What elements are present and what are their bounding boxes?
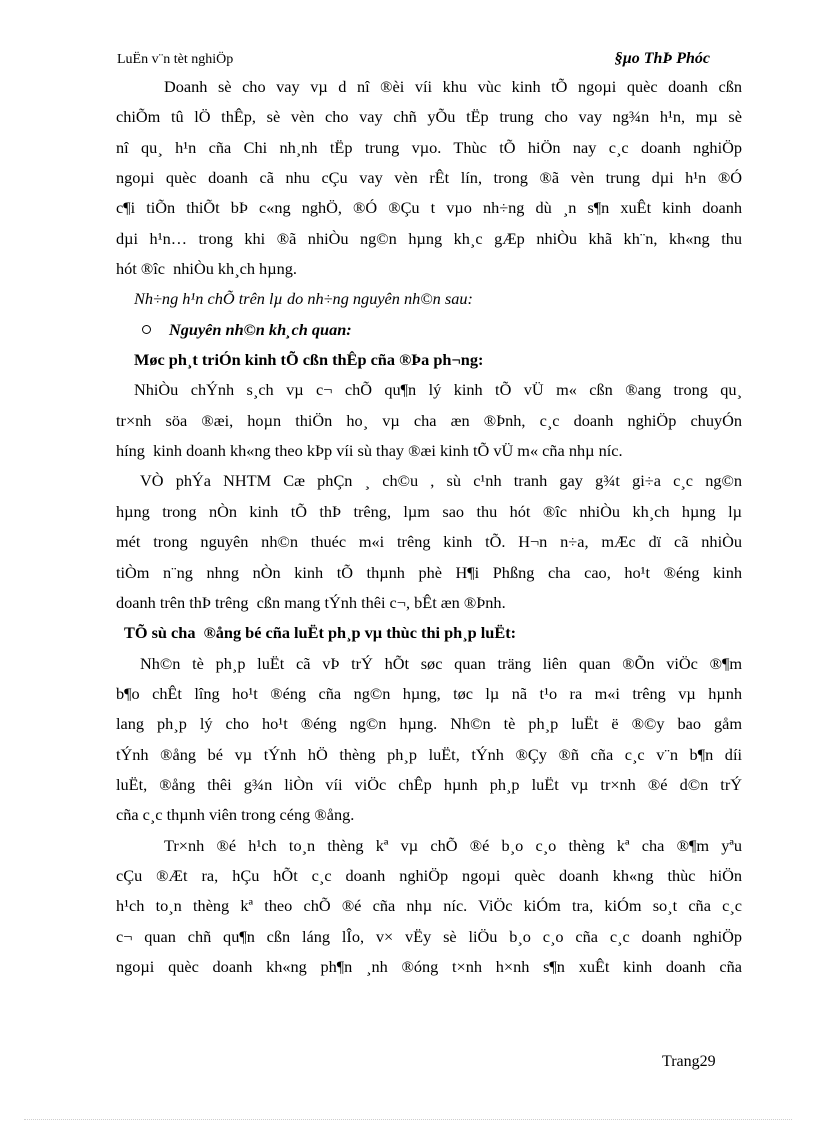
page-bottom-divider — [24, 1119, 792, 1120]
paragraph-line: Doanh sè cho vay vµ d nî ®èi víi khu vùc kinh tÕ ngoµi quèc doanh cßn — [164, 77, 742, 96]
paragraph-line: híng kinh doanh kh«ng theo kÞp víi sù thay ®æi kinh tÕ vÜ m« cña nhµ níc. — [116, 441, 623, 461]
body-text — [116, 72, 742, 982]
paragraph-line: cña c¸c thµnh viên trong céng ®ång. — [116, 805, 355, 825]
paragraph-line: VÒ phÝa NHTM Cæ phÇn ¸ ch©u , sù c¹nh tranh gay g¾t gi÷a c¸c ng©n — [140, 471, 742, 491]
paragraph-line: dµi h¹n… trong khi ®ã nhiÒu ng©n hµng kh¸c gÆp nhiÒu khã kh¨n, kh«ng thu — [116, 228, 742, 248]
paragraph-line: c¶i tiÕn thiÕt bÞ c«ng nghÖ, ®Ó ®Çu t vµo nh÷ng dù ¸n s¶n xuÊt kinh doanh — [116, 198, 742, 218]
paragraph-line: tr×nh söa ®æi, hoµn thiÖn ho¸ vµ cha æn ®Þnh, c¸c doanh nghiÖp chuyÓn — [116, 410, 742, 430]
paragraph-line: hµng trong nÒn kinh tÕ thÞ trêng, lµm sao thu hót ®îc nhiÒu kh¸ch hµng lµ — [116, 501, 742, 521]
bullet-item — [116, 315, 742, 345]
paragraph-line: Nh©n tè ph¸p luËt cã vÞ trÝ hÕt søc quan träng liên quan ®Õn viÖc ®¶m — [140, 653, 742, 673]
header-author-name: §µo ThÞ Phóc — [614, 50, 710, 67]
paragraph-line: luËt, ®ång thêi g¾n liÒn víi viÖc chÊp hµnh ph¸p luËt vµ tr×nh ®é d©n trÝ — [116, 774, 742, 794]
header-thesis-title: LuËn v¨n tèt nghiÖp — [117, 52, 234, 67]
page-header — [117, 50, 737, 72]
paragraph-line: lang ph¸p lý cho ho¹t ®éng ng©n hµng. Nh©n tè ph¸p luËt ë ®©y bao gåm — [116, 714, 742, 734]
paragraph-line: nî qu¸ h¹n cña Chi nh¸nh tËp trung vµo. Thùc tÕ hiÖn nay c¸c doanh nghiÖp — [116, 137, 742, 157]
paragraph-line: NhiÒu chÝnh s¸ch vµ c¬ chÕ qu¶n lý kinh tÕ vÜ m« cßn ®ang trong qu¸ — [134, 380, 742, 400]
section-heading: TÕ sù cha ®ång bé cña luËt ph¸p vµ thùc thi ph¸p luËt: — [124, 623, 517, 643]
page-number: Trang29 — [662, 1053, 716, 1070]
paragraph-line: cÇu ®Æt ra, hÇu hÕt c¸c doanh nghiÖp ngoµi quèc doanh kh«ng thùc hiÖn — [116, 865, 742, 885]
paragraph-line: chiÕm tû lÖ thÊp, sè vèn cho vay chñ yÕu tËp trung cho vay ng¾n h¹n, mµ sè — [116, 107, 742, 127]
bullet-circle-icon — [142, 325, 151, 334]
paragraph-line: ngoµi quèc doanh cã nhu cÇu vay vèn rÊt lín, trong ®ã vèn trung dµi h¹n ®Ó — [116, 168, 742, 188]
paragraph-line: c¬ quan chñ qu¶n cßn láng lÎo, v× vËy sè liÖu b¸o c¸o cña c¸c doanh nghiÖp — [116, 926, 742, 946]
paragraph-line: hót ®îc nhiÒu kh¸ch hµng. — [116, 259, 297, 279]
paragraph-line: ngoµi quèc doanh kh«ng ph¶n ¸nh ®óng t×nh h×nh s¶n xuÊt kinh doanh cña — [116, 956, 742, 976]
objective-cause-heading: Nguyên nh©n kh¸ch quan: — [169, 319, 352, 339]
paragraph-line: mét trong nguyên nh©n thuéc m«i trêng kinh tÕ. H¬n n÷a, mÆc dï cã nhiÒu — [116, 532, 742, 552]
cause-intro-line: Nh÷ng h¹n chÕ trên lµ do nh÷ng nguyên nh©n sau: — [134, 289, 473, 309]
paragraph-line: tÝnh ®ång bé vµ tÝnh hÖ thèng ph¸p luËt, tÝnh ®Çy ®ñ cña c¸c v¨n b¶n díi — [116, 744, 742, 764]
paragraph-line: doanh trên thÞ trêng cßn mang tÝnh thêi c¬, bÊt æn ®Þnh. — [116, 592, 506, 612]
paragraph-line: tiÒm n¨ng nhng nÒn kinh tÕ thµnh phè H¶i Phßng cha cao, ho¹t ®éng kinh — [116, 562, 742, 582]
paragraph-line: h¹ch to¸n thèng kª theo chÕ ®é cña nhµ níc. ViÖc kiÓm tra, kiÓm so¸t cña c¸c — [116, 896, 742, 916]
section-heading: Møc ph¸t triÓn kinh tÕ cßn thÊp cña ®Þa ph¬ng: — [134, 350, 484, 370]
paragraph-line: b¶o chÊt lîng ho¹t ®éng cña ng©n hµng, tøc lµ nã t¹o ra m«i trêng vµ hµnh — [116, 683, 742, 703]
paragraph-line: Tr×nh ®é h¹ch to¸n thèng kª vµ chÕ ®é b¸o c¸o thèng kª cha ®¶m yªu — [164, 835, 742, 855]
